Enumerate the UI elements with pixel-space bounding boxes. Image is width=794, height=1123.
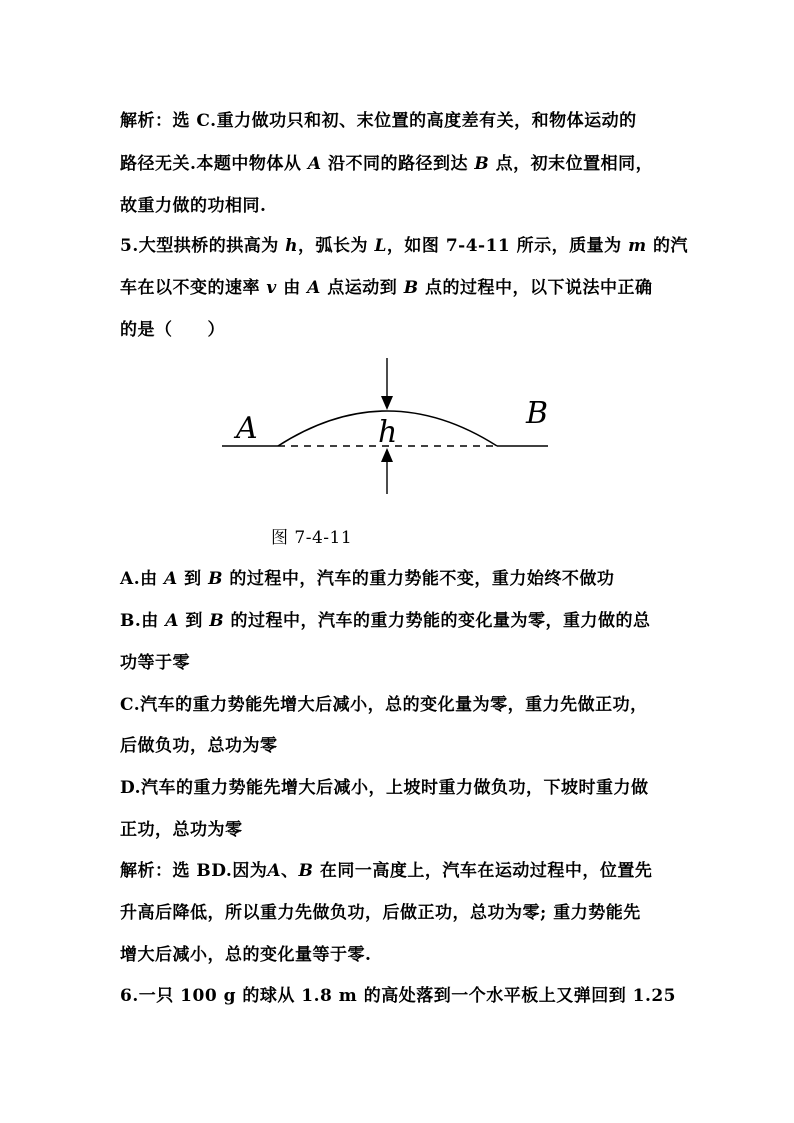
label-A: A bbox=[236, 411, 258, 446]
question-6-line-1: 6.一只 100 g 的球从 1.8 m 的高处落到一个水平板上又弹回到 1.25 bbox=[120, 986, 677, 1006]
question-5-line-3: 的是（ ） bbox=[120, 320, 225, 340]
option-d-line-2: 正功，总功为零 bbox=[120, 820, 243, 840]
option-b-line-1: B.由 A 到 B 的过程中，汽车的重力势能的变化量为零，重力做的总 bbox=[120, 611, 651, 631]
analysis-5-line-3: 增大后减小，总的变化量等于零. bbox=[120, 945, 372, 965]
option-c-line-1: C.汽车的重力势能先增大后减小，总的变化量为零，重力先做正功， bbox=[120, 695, 648, 715]
question-5-line-1: 5.大型拱桥的拱高为 h，弧长为 L，如图 7-4-11 所示，质量为 m 的汽 bbox=[120, 236, 689, 256]
arch-bridge-figure bbox=[0, 350, 794, 500]
label-B: B bbox=[526, 396, 549, 431]
option-b-line-2: 功等于零 bbox=[120, 653, 190, 673]
analysis-4-line-3: 故重力做的功相同. bbox=[120, 196, 267, 216]
figure-caption: 图 7-4-11 bbox=[271, 528, 353, 548]
analysis-4-line-1: 解析：选 C.重力做功只和初、末位置的高度差有关，和物体运动的 bbox=[120, 111, 637, 131]
question-5-line-2: 车在以不变的速率 v 由 A 点运动到 B 点的过程中，以下说法中正确 bbox=[120, 278, 653, 298]
top-arrow-head bbox=[381, 396, 393, 410]
analysis-5-line-1: 解析：选 BD.因为A、B 在同一高度上，汽车在运动过程中，位置先 bbox=[120, 861, 653, 881]
analysis-4-line-2: 路径无关.本题中物体从 A 沿不同的路径到达 B 点，初末位置相同， bbox=[120, 154, 654, 174]
label-h: h bbox=[378, 415, 398, 450]
option-a: A.由 A 到 B 的过程中，汽车的重力势能不变，重力始终不做功 bbox=[120, 569, 615, 589]
analysis-5-line-2: 升高后降低，所以重力先做负功，后做正功，总功为零; 重力势能先 bbox=[120, 903, 641, 923]
bottom-arrow-head bbox=[381, 448, 393, 462]
option-d-line-1: D.汽车的重力势能先增大后减小，上坡时重力做负功，下坡时重力做 bbox=[120, 778, 649, 798]
option-c-line-2: 后做负功，总功为零 bbox=[120, 736, 278, 756]
